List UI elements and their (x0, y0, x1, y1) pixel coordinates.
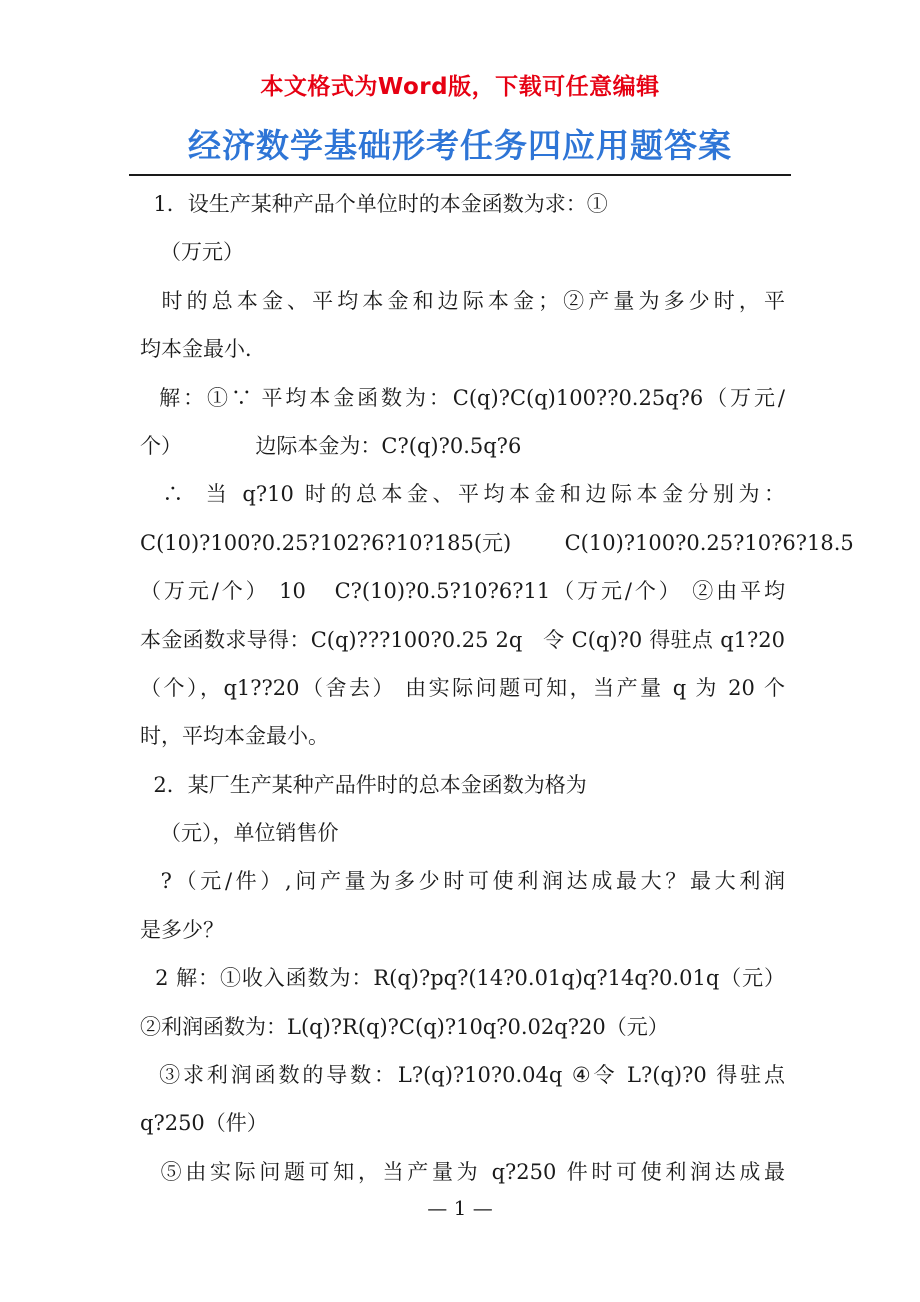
body-line: 个） 边际本金为：C?(q)?0.5q?6 (140, 433, 522, 458)
body-line: ②利润函数为：L(q)?R(q)?C(q)?10q?0.02q?20（元） (140, 1014, 669, 1039)
body-line: （个），q1??20（舍去） 由实际问题可知，当产量 q 为 20 个 (140, 675, 785, 700)
body-line: 2 解：①收入函数为：R(q)?pq?(14?0.01q)q?14q?0.01q（元） (140, 966, 785, 991)
body-line: 时的总本金、平均本金和边际本金；②产量为多少时，平 (140, 288, 785, 313)
body-line: ③求利润函数的导数：L?(q)?10?0.04q ④令 L?(q)?0 得驻点 (140, 1063, 785, 1088)
body-line: 1．设生产某种产品个单位时的本金函数为求：① (140, 192, 608, 216)
body-line: （万元） (140, 240, 245, 265)
body-line: （万元/个） 10 C?(10)?0.5?10?6?11（万元/个） ②由平均 (140, 579, 785, 604)
body-line: q?250（件） (140, 1111, 268, 1136)
body-line: 解：①∵ 平均本金函数为：C(q)?C(q)100??0.25q?6（万元/ (140, 385, 785, 410)
page-number: — 1 — (427, 1196, 493, 1220)
body-line: 2．某厂生产某种产品件时的总本金函数为格为 (140, 772, 587, 797)
body-line: （元），单位销售价 (140, 821, 339, 846)
body-line: 均本金最小． (140, 337, 266, 362)
body-line: ∴ 当 q?10 时的总本金、平均本金和边际本金分别为： (140, 482, 785, 507)
download-notice-banner: 本文格式为Word版，下载可任意编辑 (260, 74, 660, 100)
title-divider (129, 174, 791, 176)
body-line: ⑤由实际问题可知，当产量为 q?250 件时可使利润达成最 (140, 1159, 785, 1184)
document-body (140, 180, 854, 1196)
document-title: 经济数学基础形考任务四应用题答案 (188, 126, 732, 165)
body-line: C(10)?100?0.25?102?6?10?185(元) C(10)?100?0.25?10?6?18.5 (140, 530, 854, 555)
body-line: 时，平均本金最小。 (140, 724, 329, 749)
body-line: ?（元/件）,问产量为多少时可使利润达成最大？最大利润 (140, 869, 785, 894)
body-line: 是多少？ (140, 917, 224, 942)
body-line: 本金函数求导得：C(q)???100?0.25 2q 令 C(q)?0 得驻点 q1?20 (140, 627, 785, 652)
